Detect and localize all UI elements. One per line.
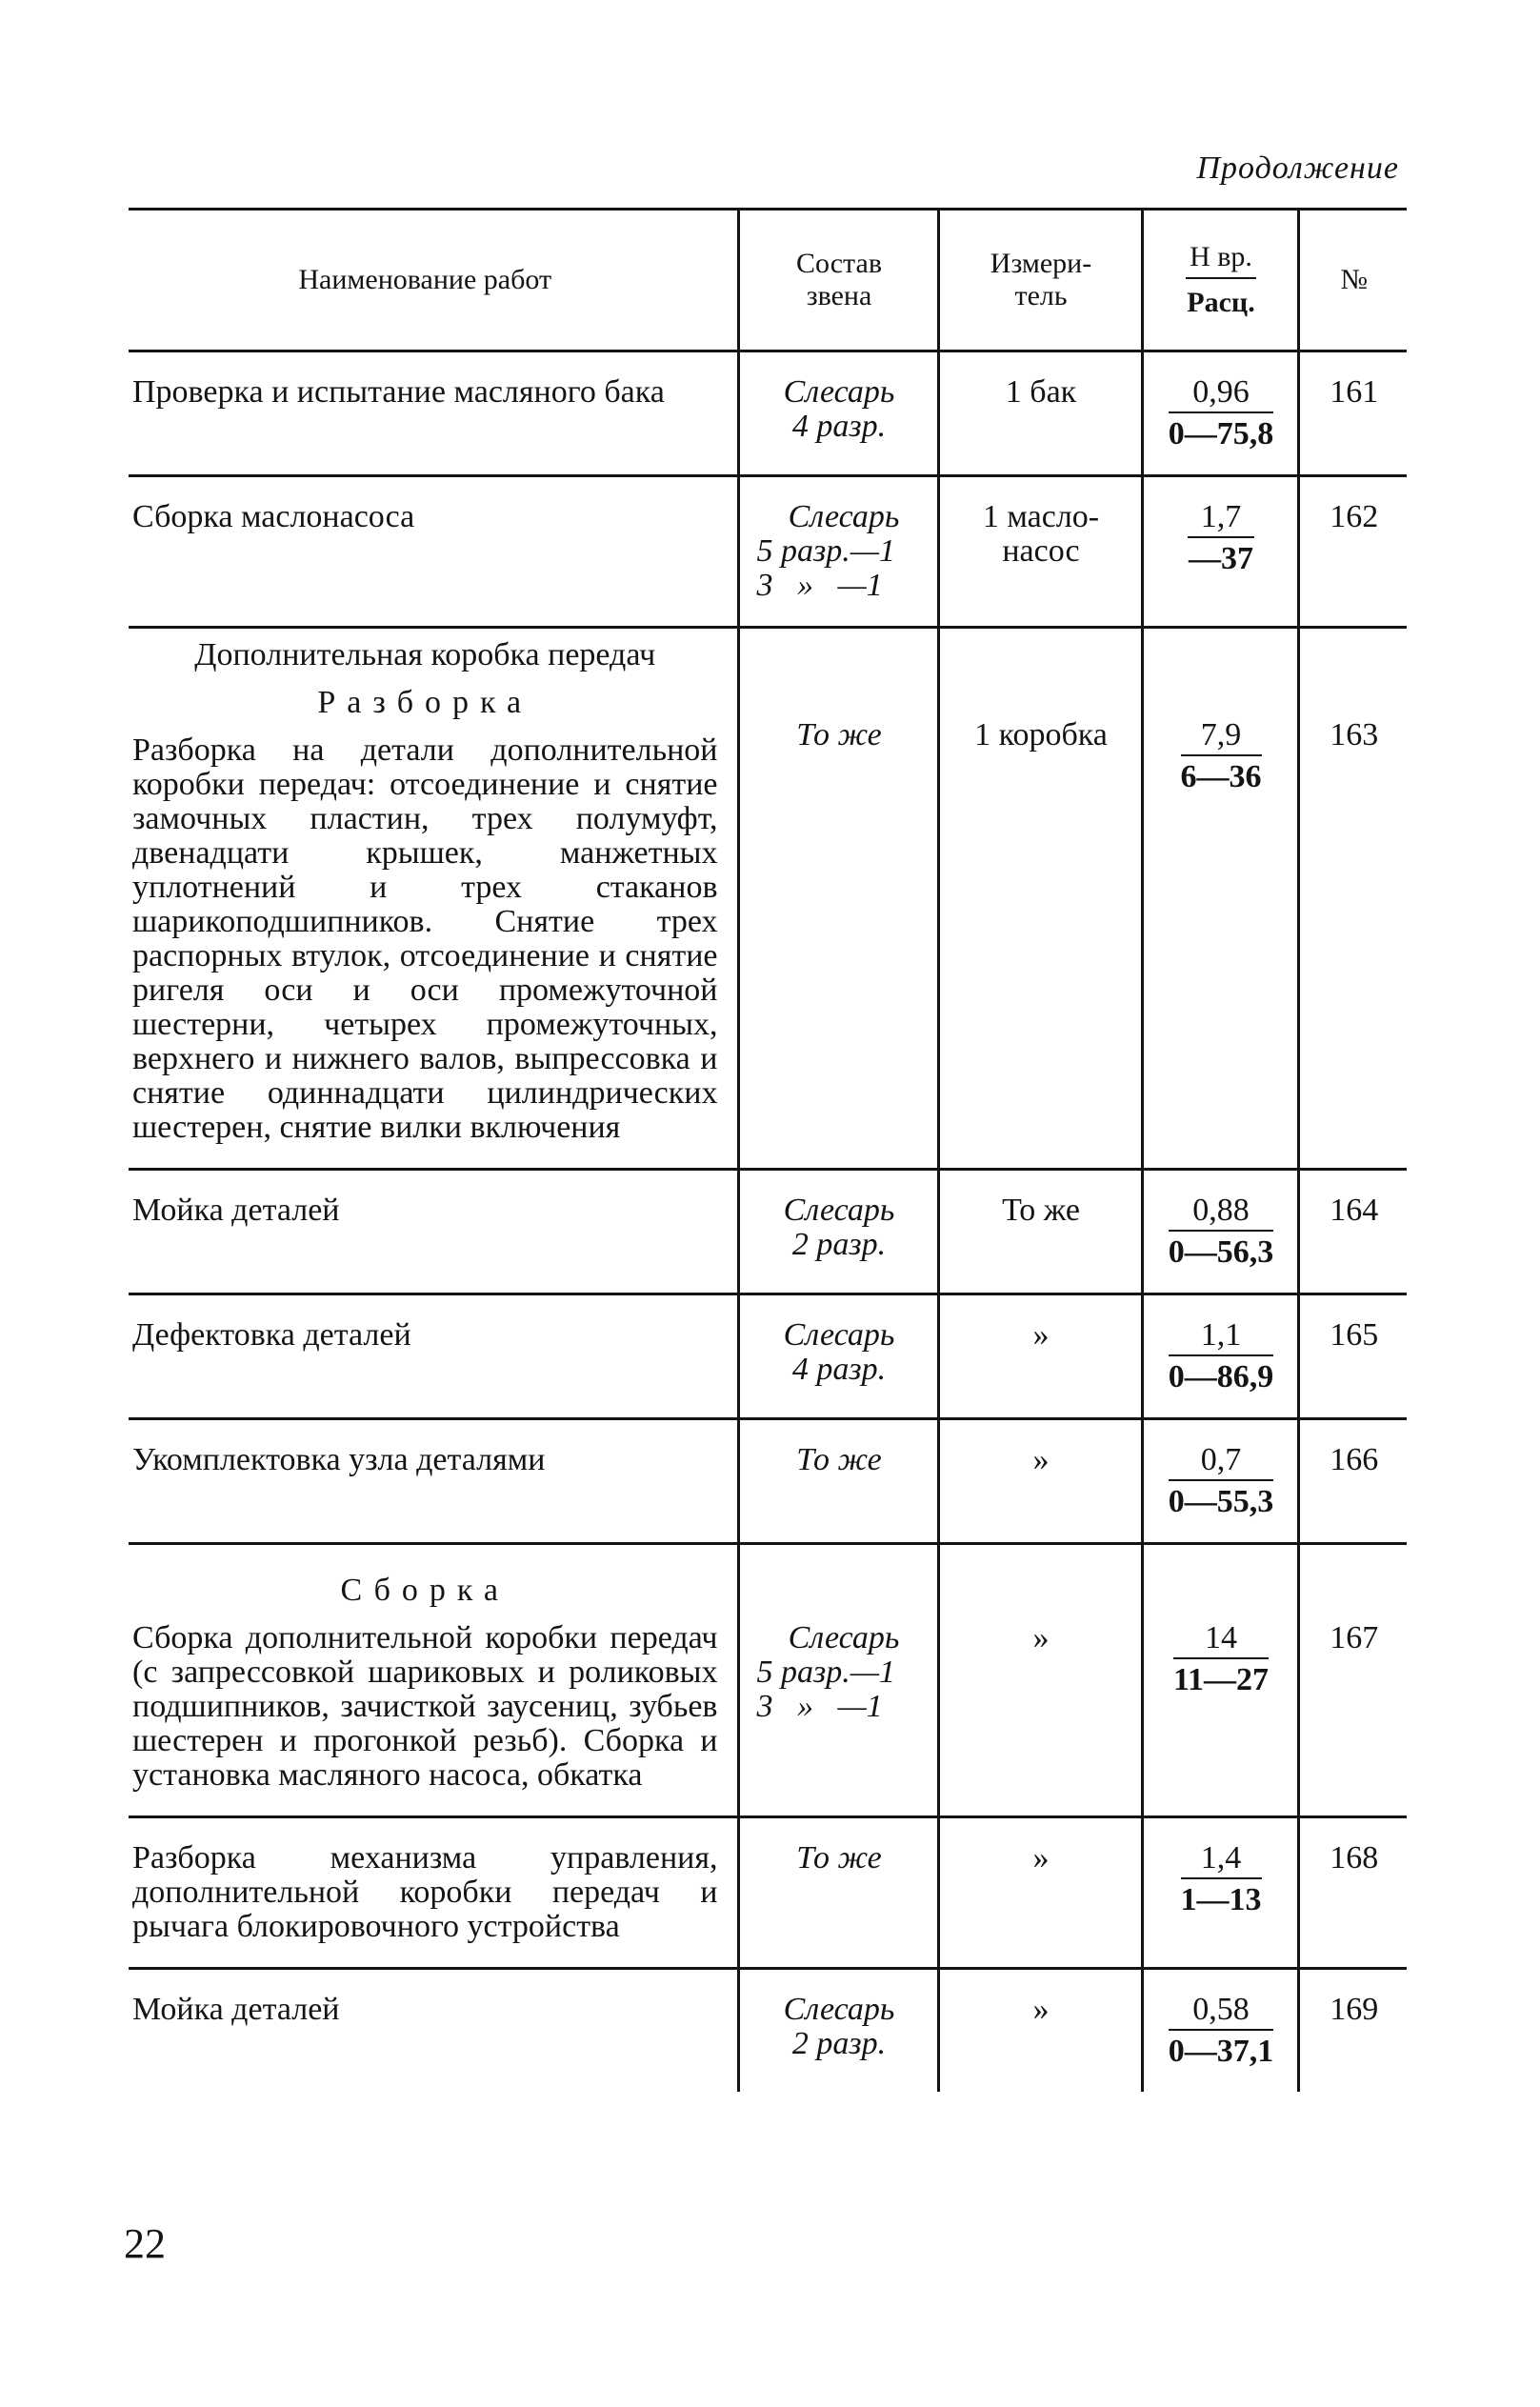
unit-cell: 1 бак [938,351,1142,476]
norm-cell [1142,1419,1298,1544]
work-name: Проверка и испытание масляного бака [129,351,738,476]
work-name [129,1544,738,1817]
crew-line: Слесарь [783,1317,895,1353]
work-name: Мойка деталей [132,1992,340,2027]
crew-line: Слесарь [788,1620,900,1655]
rate: 6—36 [1180,759,1262,794]
table-row [129,1544,1407,1817]
table-row [129,628,1407,1170]
unit-cell: 1 коробка [938,628,1142,1170]
norm-fraction [1169,1318,1274,1394]
section-title: Дополнительная коробка передач [194,637,656,672]
header-number: № [1298,210,1407,351]
norm-time: 14 [1173,1621,1269,1659]
crew-line: То же [796,1840,882,1875]
norm-cell [1142,1170,1298,1294]
work-description: Сборка дополнительной коробки передач (с запрессовкой шариковых и роликовых подшипников, зачисткой заусениц, зубьев шестерен и прогонкой резьб). Сборка и установка масляного насоса, обкатка [132,1620,718,1793]
table-row [129,1419,1407,1544]
header-rate: Расц. [1187,287,1255,318]
row-number: 166 [1298,1419,1407,1544]
work-name: Мойка деталей [129,1170,738,1294]
row-number: 161 [1298,351,1407,476]
norm-cell [1142,1817,1298,1969]
crew-line: 4 разр. [791,409,887,444]
work-name: Сборка маслонасоса [129,476,738,628]
norms-table [129,208,1407,2092]
table-row [129,476,1407,628]
crew-cell [738,1419,938,1544]
crew-line: Слесарь [783,374,895,410]
rate: 0—37,1 [1168,2034,1274,2069]
work-name: Дефектовка деталей [129,1294,738,1419]
crew-cell [738,476,938,628]
norm-fraction [1169,1443,1274,1519]
crew-line: 2 разр. [791,2026,887,2061]
rate: 0—86,9 [1168,1359,1274,1394]
rate: 1—13 [1180,1882,1262,1917]
rate: 11—27 [1172,1662,1270,1697]
crew-cell [738,1817,938,1969]
crew-line: Слесарь [788,499,900,534]
crew-cell [738,1294,938,1419]
norm-fraction [1169,1993,1274,2069]
unit-cell: » [938,1419,1142,1544]
norm-fraction [1173,1621,1269,1697]
header-norm [1142,210,1298,351]
norm-cell [1142,1544,1298,1817]
table-row [129,351,1407,476]
crew-cell [738,628,938,1170]
norm-cell [1142,1294,1298,1419]
crew-cell [738,1170,938,1294]
section-subtitle: Сборка [340,1573,510,1608]
unit-cell: То же [938,1170,1142,1294]
crew-line: 5 разр.—1 [756,533,895,569]
rate: 0—56,3 [1168,1234,1274,1270]
norm-time: 1,7 [1188,500,1255,538]
header-name: Наименование работ [129,210,738,351]
header-crew-label: Состав звена [795,248,883,311]
crew-cell [738,1969,938,2093]
norm-cell [1142,628,1298,1170]
spacer [1308,1574,1402,1621]
work-description: Разборка на детали дополнительной коробки передач: отсоединение и снятие замочных пластин, трех полумуфт, двенадцати крышек, манжетных уплотнений и трех стаканов шарикоподшипников. Снятие трех распорных втулок, отсоединение и снятие ригеля оси и оси промежуточной шестерни, четырех промежуточных, верхнего и нижнего валов, выпрессовка и снятие одиннадцати цилиндрических шестерен, снятие вилки включения [132,732,718,1145]
unit-cell: » [938,1817,1142,1969]
norm-time: 1,1 [1169,1318,1274,1356]
spacer [948,638,1135,718]
spacer [1308,638,1402,718]
rate: 0—55,3 [1168,1484,1274,1519]
unit-cell: » [938,1969,1142,2093]
crew-line: То же [796,717,882,752]
rate: —37 [1189,541,1253,576]
unit-cell: 1 масло-насос [938,476,1142,628]
table-row [129,1294,1407,1419]
work-name [129,628,738,1170]
spacer [1151,638,1291,718]
header-norm-fraction [1186,241,1256,319]
norm-fraction [1181,718,1262,794]
norm-fraction [1169,375,1274,451]
norm-cell [1142,1969,1298,2093]
table-row [129,1969,1407,2093]
norm-fraction [1169,1193,1274,1270]
spacer [748,638,931,718]
norm-time: 0,88 [1169,1193,1274,1232]
row-number: 162 [1298,476,1407,628]
work-name: Разборка механизма управления, дополнительной коробки передач и рычага блокировочного устройства [129,1817,738,1969]
row-number: 169 [1298,1969,1407,2093]
header-crew [738,210,938,351]
norm-time: 0,58 [1169,1993,1274,2031]
norm-time: 1,4 [1181,1841,1262,1879]
table-row [129,1170,1407,1294]
crew-line: Слесарь [783,1992,895,2027]
spacer [1151,1574,1291,1621]
page-number: 22 [124,2220,166,2267]
crew-line: 5 разр.—1 [756,1655,895,1690]
unit-cell: » [938,1294,1142,1419]
row-number: 168 [1298,1817,1407,1969]
row-number: 165 [1298,1294,1407,1419]
header-norm-time: Н вр. [1186,241,1256,279]
norm-time: 0,96 [1169,375,1274,413]
crew-cell [738,1544,938,1817]
crew-line: 4 разр. [791,1352,887,1387]
table-row [129,1817,1407,1969]
crew-line: 2 разр. [791,1227,887,1262]
spacer [757,1574,931,1621]
norm-cell [1142,476,1298,628]
crew-line: 3 » —1 [756,568,883,603]
crew-line: То же [796,1442,882,1477]
table-header-row [129,210,1407,351]
spacer [948,1574,1135,1621]
section-subtitle: Разборка [317,685,533,720]
unit-cell: » [938,1544,1142,1817]
norm-fraction [1181,1841,1262,1917]
norm-time: 7,9 [1181,718,1262,756]
norm-cell [1142,351,1298,476]
crew-cell [738,351,938,476]
continued-label: Продолжение [1196,150,1399,186]
header-unit [938,210,1142,351]
crew-line: Слесарь [783,1193,895,1228]
row-number: 163 [1298,628,1407,1170]
row-number: 167 [1298,1544,1407,1817]
rate: 0—75,8 [1168,416,1274,451]
row-number: 164 [1298,1170,1407,1294]
crew-line: 3 » —1 [756,1689,883,1724]
norm-time: 0,7 [1169,1443,1274,1481]
work-name: Укомплектовка узла деталями [129,1419,738,1544]
header-unit-label: Измери-тель [990,248,1092,311]
norm-fraction [1188,500,1255,576]
